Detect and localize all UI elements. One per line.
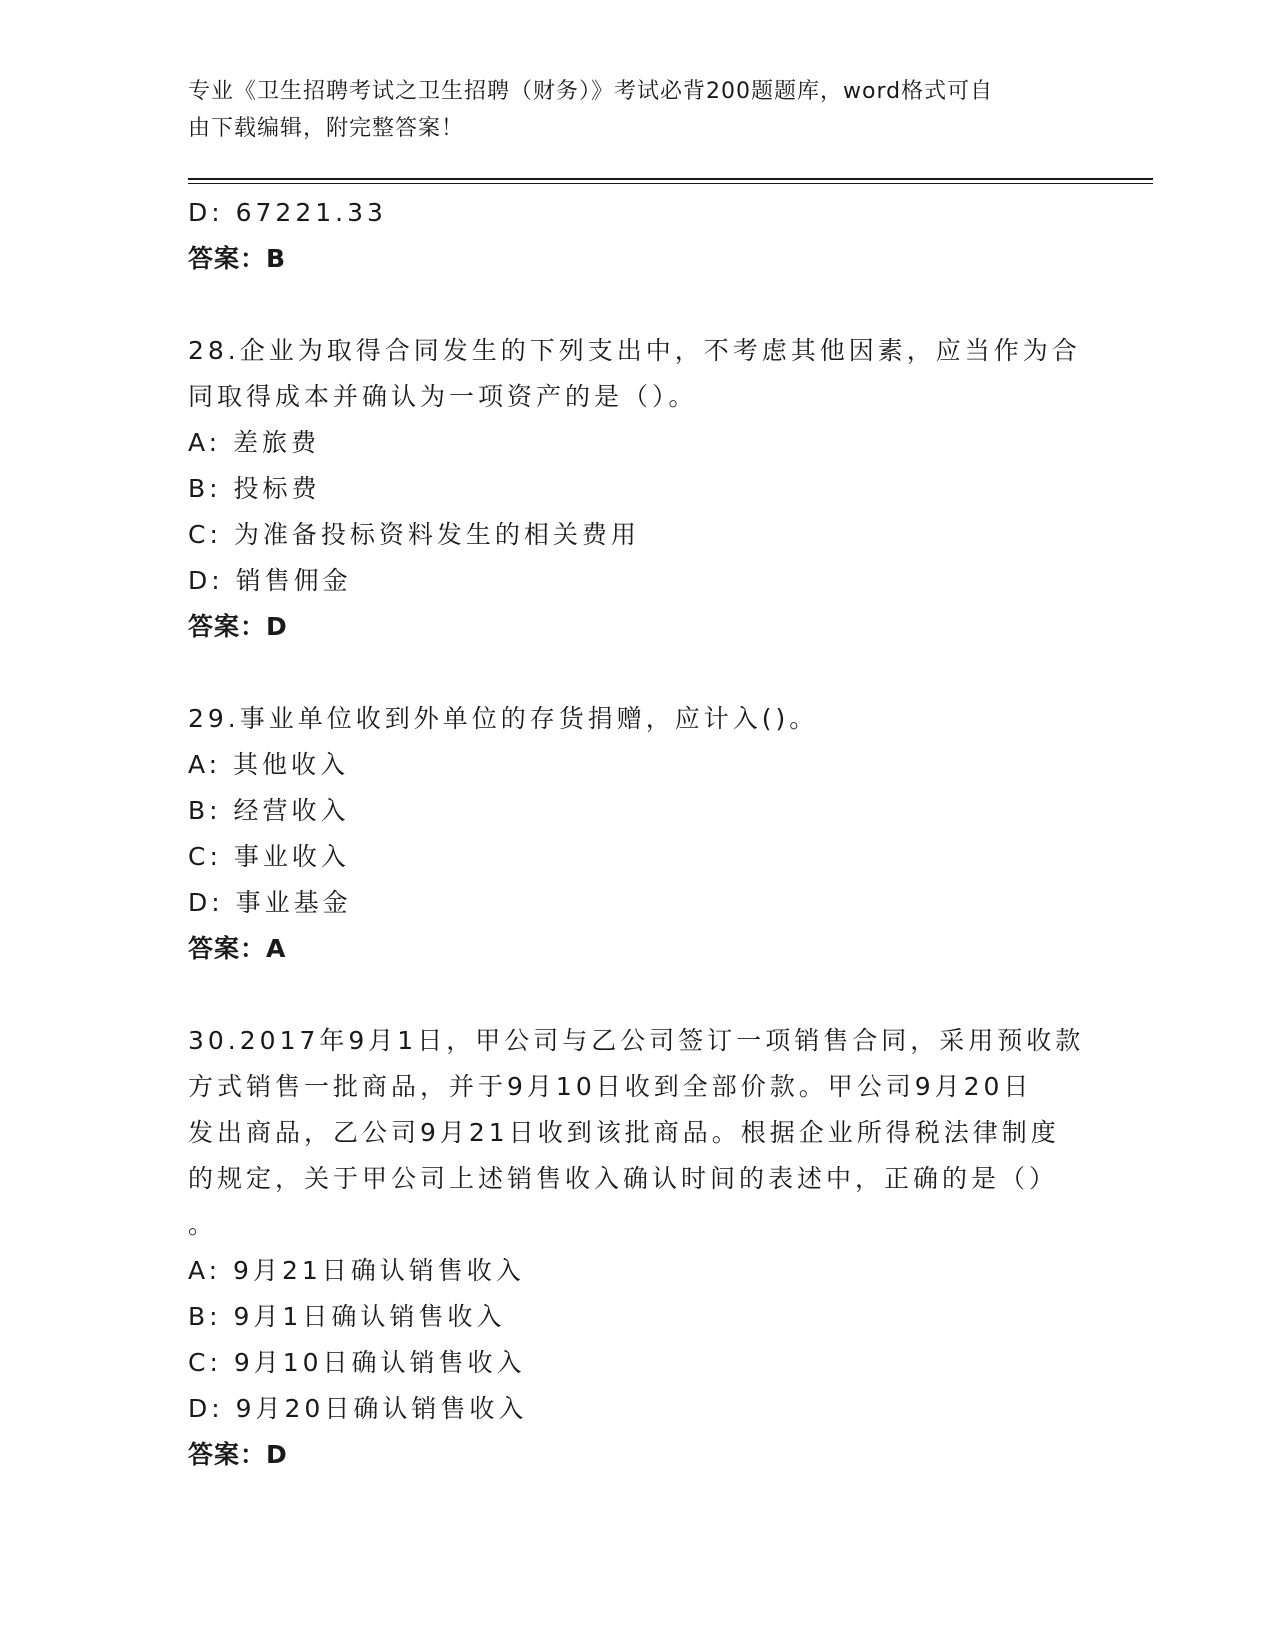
option-c: C: 事业收入: [188, 842, 350, 871]
question-stem: 28.企业为取得合同发生的下列支出中，不考虑其他因素，应当作为合: [188, 336, 1081, 365]
option-a: A: 其他收入: [188, 750, 350, 779]
header-divider-thin: [188, 183, 1153, 184]
header-divider-thick: [188, 178, 1153, 180]
option-a: A: 9月21日确认销售收入: [188, 1256, 525, 1285]
option-b: B: 投标费: [188, 474, 321, 503]
question-stem: 29.事业单位收到外单位的存货捐赠，应计入()。: [188, 704, 819, 733]
question-27-tail: [188, 190, 1088, 282]
answer: 答案：A: [188, 934, 287, 963]
document-body: [188, 190, 1088, 1478]
option-d: D: 销售佣金: [188, 566, 352, 595]
option-b: B: 9月1日确认销售收入: [188, 1302, 506, 1331]
option-a: A: 差旅费: [188, 428, 321, 457]
spacer: [188, 282, 1088, 328]
option-d: D: 9月20日确认销售收入: [188, 1394, 528, 1423]
answer: 答案：D: [188, 1440, 288, 1469]
option-b: B: 经营收入: [188, 796, 350, 825]
question-stem: 。: [188, 1210, 218, 1239]
question-30: [188, 1018, 1088, 1478]
answer: 答案：B: [188, 244, 287, 273]
question-stem: 同取得成本并确认为一项资产的是（）。: [188, 382, 698, 411]
document-header: [188, 73, 1088, 147]
question-stem: 30.2017年9月1日，甲公司与乙公司签订一项销售合同，采用预收款: [188, 1026, 1085, 1055]
option-c: C: 9月10日确认销售收入: [188, 1348, 526, 1377]
option-d: D: 事业基金: [188, 888, 352, 917]
option-d: D: 67221.33: [188, 198, 387, 227]
question-28: [188, 328, 1088, 650]
option-c: C: 为准备投标资料发生的相关费用: [188, 520, 640, 549]
spacer: [188, 972, 1088, 1018]
question-stem: 发出商品，乙公司9月21日收到该批商品。根据企业所得税法律制度: [188, 1118, 1060, 1147]
question-29: [188, 696, 1088, 972]
header-line-2: 由下载编辑，附完整答案！: [188, 116, 465, 141]
spacer: [188, 650, 1088, 696]
question-stem: 的规定，关于甲公司上述销售收入确认时间的表述中，正确的是（）: [188, 1164, 1059, 1193]
header-line-1: 专业《卫生招聘考试之卫生招聘（财务）》考试必背200题题库，word格式可自: [188, 79, 994, 104]
question-stem: 方式销售一批商品，并于9月10日收到全部价款。甲公司9月20日: [188, 1072, 1033, 1101]
answer: 答案：D: [188, 612, 288, 641]
